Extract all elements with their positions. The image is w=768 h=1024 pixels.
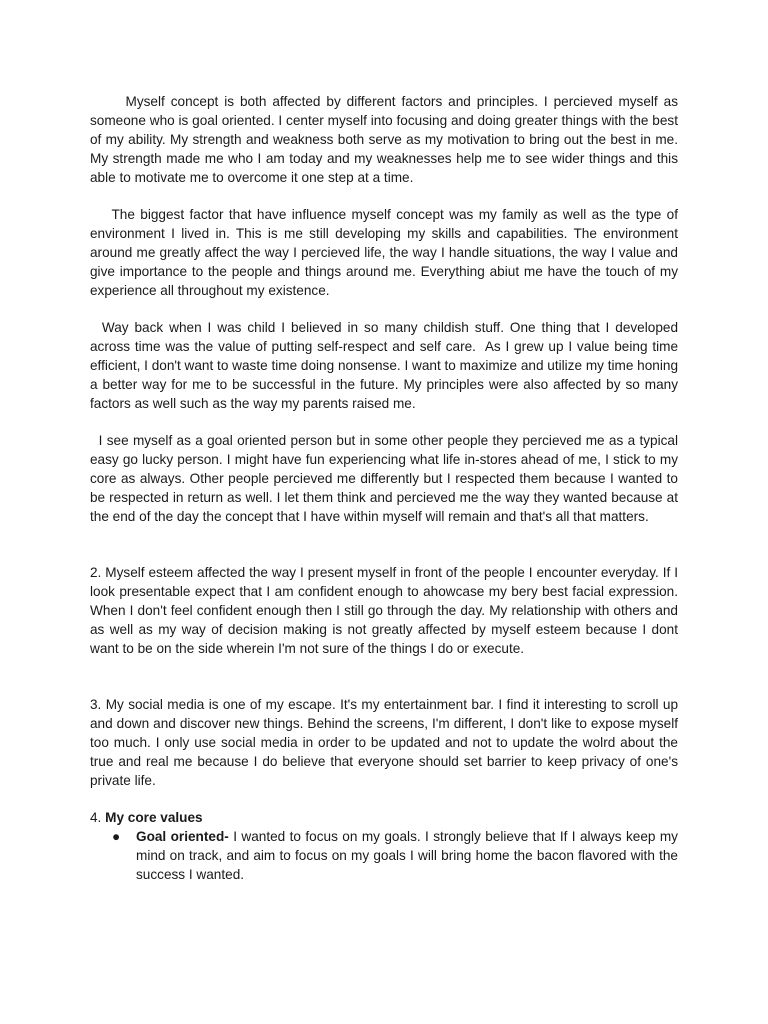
core-values-list [90,827,678,884]
list-item [90,827,678,884]
core-values-heading [90,808,678,827]
paragraph-social-media: 3. My social media is one of my escape. It's my entertainment bar. I find it interesting to scroll up and down and discover new things. Behind the screens, I'm different, I don't like to expose myself too much. I only use social media in order to be updated and not to update the wolrd about the true and real me because I do believe that everyone should set barrier to keep privacy of one's private life. [90,697,682,788]
core-values-number: 4. [90,810,102,825]
paragraph-biggest-factor: The biggest factor that have influence myself concept was my family as well as the type of environment I lived in. This is me still developing my skills and capabilities. The environment around me greatly affect the way I percieved life, the way I handle situations, the way I value and give importance to the people and things around me. Everything abiut me have the touch of my experience all throughout my existence. [90,207,682,298]
paragraph-way-back: Way back when I was child I believed in so many childish stuff. One thing that I developed across time was the value of putting self-respect and self care. As I grew up I value being time efficient, I don't want to waste time doing nonsense. I want to maximize and utilize my time honing a better way for me to be successful in the future. My principles were also affected by so many factors as well such as the way my parents raised me. [90,320,682,411]
core-value-title: Goal oriented- [136,829,229,844]
document-page [90,92,682,884]
core-value-text: I wanted to focus on my goals. I strongly believe that If I always keep my mind on track, and aim to focus on my goals I will bring home the bacon flavored with the success I wanted. [136,829,678,882]
core-values-title: My core values [105,810,203,825]
paragraph-goal-oriented-person: I see myself as a goal oriented person but in some other people they percieved me as a typical easy go lucky person. I might have fun experiencing what life in-stores ahead of me, I stick to my core as always. Other people percieved me differently but I respected them because I wanted to be respected in return as well. I let them think and percieved me the way they wanted because at the end of the day the concept that I have within myself will remain and that's all that matters. [90,433,682,524]
paragraph-self-esteem: 2. Myself esteem affected the way I present myself in front of the people I encounter everyday. If I look presentable expect that I am confident enough to ahowcase my bery best facial expression. When I don't feel confident enough then I still go through the day. My relationship with others and as well as my way of decision making is not greatly affected by myself esteem because I dont want to be on the side wherein I'm not sure of the things I do or execute. [90,565,682,656]
paragraph-self-concept: Myself concept is both affected by different factors and principles. I percieved myself as someone who is goal oriented. I center myself into focusing and doing greater things with the best of my ability. My strength and weakness both serve as my motivation to bring out the best in me. My strength made me who I am today and my weaknesses help me to see wider things and this able to motivate me to overcome it one step at a time. [90,94,682,185]
bullet-icon: ● [112,829,121,844]
